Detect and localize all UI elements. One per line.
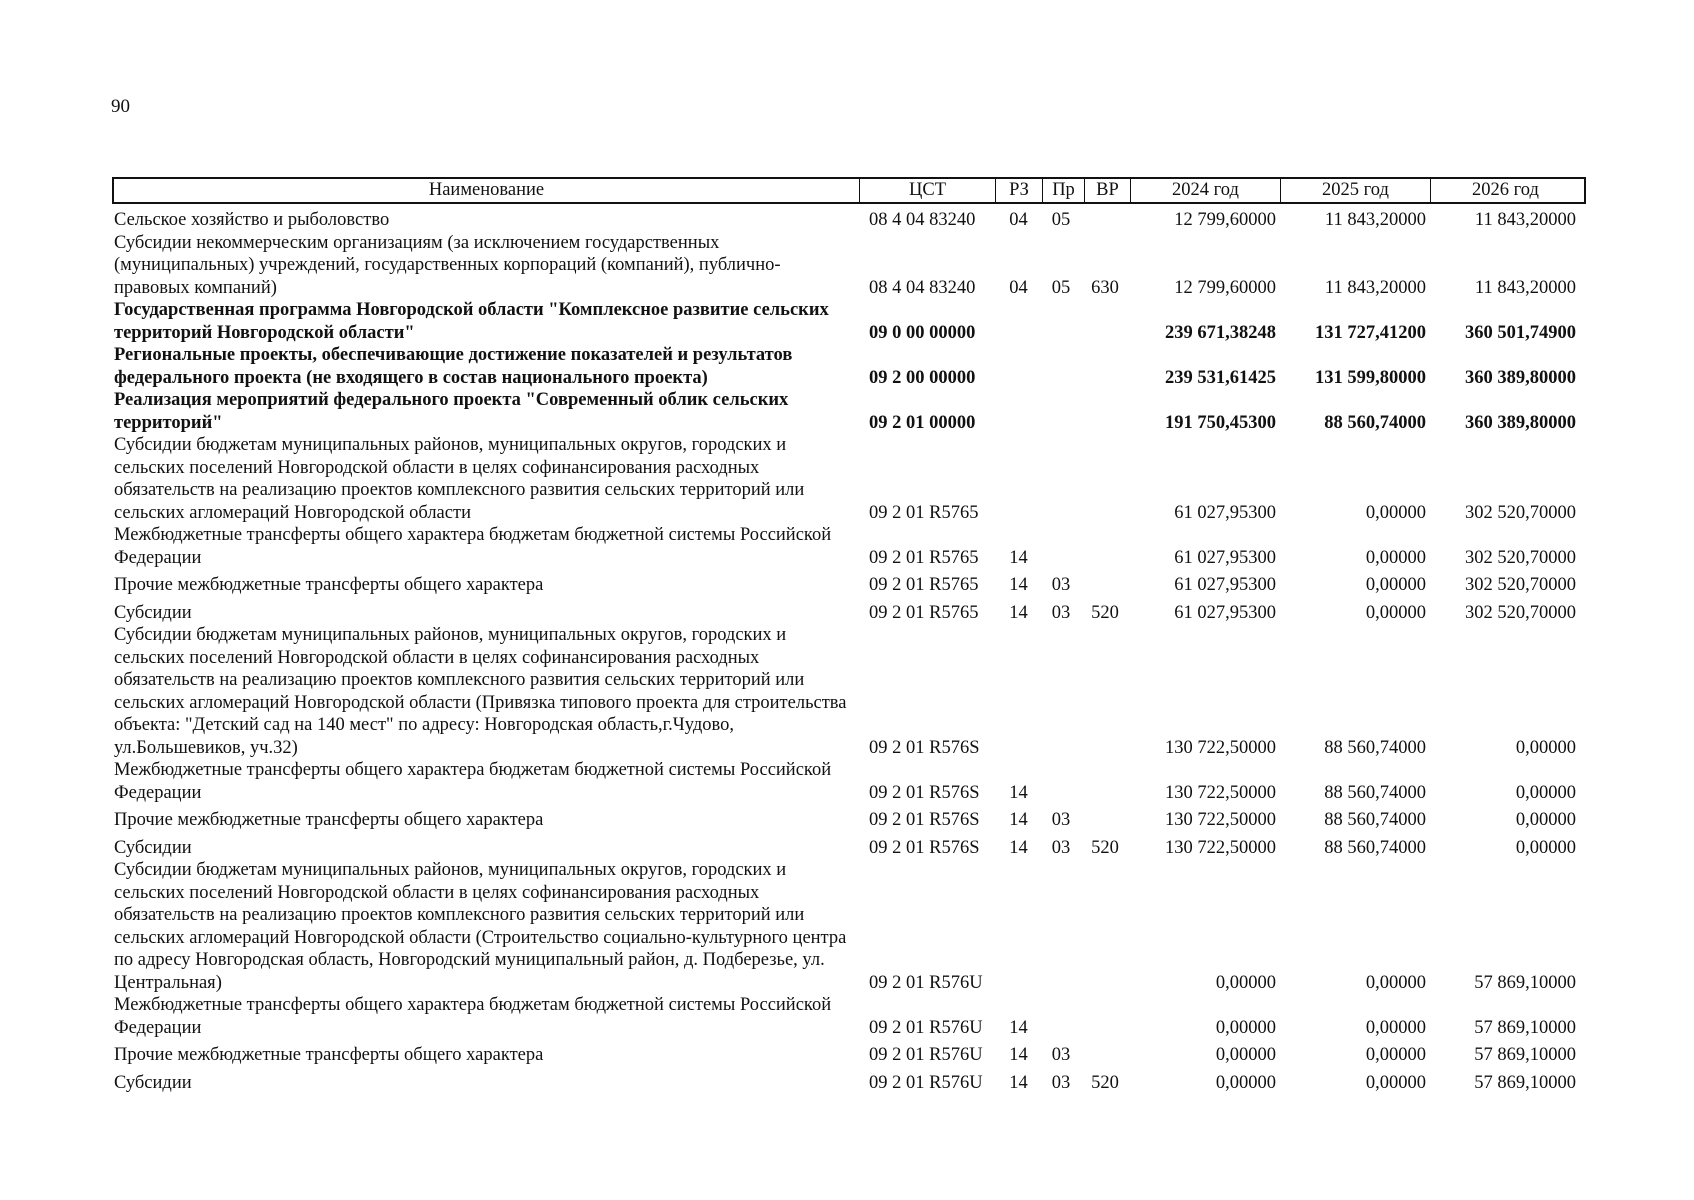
row-vr: 520 bbox=[1091, 837, 1119, 858]
row-rz: 14 bbox=[1009, 782, 1028, 803]
row-2026: 360 389,80000 bbox=[1465, 412, 1576, 433]
table-row bbox=[112, 232, 1586, 300]
row-2025: 88 560,74000 bbox=[1324, 837, 1426, 858]
row-cst: 09 2 01 R576U bbox=[869, 1072, 983, 1093]
row-cst: 09 2 01 R576S bbox=[869, 782, 980, 803]
row-2024: 191 750,45300 bbox=[1165, 412, 1276, 433]
table-row bbox=[112, 759, 1586, 804]
row-2024: 0,00000 bbox=[1215, 1072, 1276, 1093]
row-2024: 12 799,60000 bbox=[1174, 277, 1276, 298]
row-2026: 57 869,10000 bbox=[1474, 972, 1576, 993]
row-2024: 130 722,50000 bbox=[1165, 837, 1276, 858]
row-2026: 302 520,70000 bbox=[1465, 575, 1576, 595]
row-pr: 03 bbox=[1051, 810, 1071, 830]
row-cst: 09 2 01 R576S bbox=[869, 810, 980, 830]
row-2025: 0,00000 bbox=[1365, 972, 1426, 993]
row-pr: 05 bbox=[1051, 210, 1071, 230]
row-2026: 11 843,20000 bbox=[1474, 277, 1576, 298]
row-2026: 302 520,70000 bbox=[1465, 502, 1576, 523]
row-2026: 11 843,20000 bbox=[1474, 210, 1576, 230]
row-2025: 131 727,41200 bbox=[1315, 322, 1426, 343]
row-pr: 03 bbox=[1051, 1072, 1071, 1093]
row-2026: 0,00000 bbox=[1515, 782, 1576, 803]
header-2026: 2026 год bbox=[1430, 179, 1580, 202]
row-pr: 05 bbox=[1051, 277, 1071, 298]
row-name: Субсидии bbox=[114, 602, 192, 623]
row-cst: 09 2 01 R576S bbox=[869, 837, 980, 858]
row-cst: 09 2 01 R5765 bbox=[869, 547, 979, 568]
table-row bbox=[112, 574, 1586, 597]
row-rz: 14 bbox=[1009, 1017, 1028, 1038]
row-2025: 88 560,74000 bbox=[1324, 782, 1426, 803]
row-2026: 360 389,80000 bbox=[1465, 367, 1576, 388]
row-name: Субсидии bbox=[114, 1072, 192, 1093]
row-2025: 11 843,20000 bbox=[1324, 210, 1426, 230]
row-name: Государственная программа Новгородской области "Комплексное развитие сельских территорий Новгородской области" bbox=[114, 300, 829, 343]
row-2026: 57 869,10000 bbox=[1474, 1017, 1576, 1038]
row-2025: 88 560,74000 bbox=[1324, 412, 1426, 433]
row-name: Прочие межбюджетные трансферты общего характера bbox=[114, 1045, 544, 1065]
row-cst: 09 2 01 R576U bbox=[869, 972, 983, 993]
table-row bbox=[112, 994, 1586, 1039]
row-name: Субсидии бюджетам муниципальных районов, муниципальных округов, городских и сельских поселений Новгородской области в целях софинансирования расходных обязательств на реализацию проектов комплексного развития сельских территорий или сельских агломераций Новгородской области (Строительство социально-культурного центра по адресу Новгородская область, Новгородский муниципальный район, д. Подберезье, ул. Центральная) bbox=[114, 860, 847, 993]
row-2024: 61 027,95300 bbox=[1174, 575, 1276, 595]
row-name: Сельское хозяйство и рыболовство bbox=[114, 210, 390, 230]
row-cst: 09 2 01 00000 bbox=[869, 412, 976, 433]
row-name: Межбюджетные трансферты общего характера бюджетам бюджетной системы Российской Федерации bbox=[114, 760, 832, 803]
row-vr: 630 bbox=[1091, 277, 1119, 298]
row-rz: 14 bbox=[1009, 602, 1028, 623]
row-name: Субсидии bbox=[114, 837, 192, 858]
row-cst: 09 2 01 R576U bbox=[869, 1017, 983, 1038]
row-rz: 14 bbox=[1009, 1045, 1028, 1065]
row-vr: 520 bbox=[1091, 1072, 1119, 1093]
row-2025: 0,00000 bbox=[1365, 502, 1426, 523]
table-row bbox=[112, 809, 1586, 832]
row-pr: 03 bbox=[1051, 575, 1071, 595]
table-header bbox=[112, 177, 1586, 204]
header-vr: ВР bbox=[1084, 179, 1130, 202]
row-rz: 14 bbox=[1009, 810, 1028, 830]
row-2026: 360 501,74900 bbox=[1465, 322, 1576, 343]
row-name: Прочие межбюджетные трансферты общего характера bbox=[114, 575, 544, 595]
row-2024: 130 722,50000 bbox=[1165, 810, 1276, 830]
row-2026: 0,00000 bbox=[1515, 737, 1576, 758]
row-2024: 239 671,38248 bbox=[1165, 322, 1276, 343]
row-pr: 03 bbox=[1051, 602, 1071, 623]
row-2025: 0,00000 bbox=[1365, 1072, 1426, 1093]
row-cst: 08 4 04 83240 bbox=[869, 277, 976, 298]
row-2025: 0,00000 bbox=[1365, 547, 1426, 568]
row-2026: 302 520,70000 bbox=[1465, 547, 1576, 568]
row-cst: 09 2 01 R5765 bbox=[869, 502, 979, 523]
header-2025: 2025 год bbox=[1280, 179, 1430, 202]
table-row bbox=[112, 859, 1586, 994]
row-name: Межбюджетные трансферты общего характера бюджетам бюджетной системы Российской Федерации bbox=[114, 995, 832, 1038]
row-rz: 14 bbox=[1009, 547, 1028, 568]
row-cst: 09 2 01 R576U bbox=[869, 1045, 983, 1065]
header-name: Наименование bbox=[428, 180, 545, 200]
table-row bbox=[112, 602, 1586, 625]
table-row bbox=[112, 1044, 1586, 1067]
row-2025: 11 843,20000 bbox=[1324, 277, 1426, 298]
row-2025: 88 560,74000 bbox=[1324, 737, 1426, 758]
row-name: Реализация мероприятий федерального проекта "Современный облик сельских территорий" bbox=[114, 390, 789, 433]
row-2024: 0,00000 bbox=[1215, 972, 1276, 993]
budget-table bbox=[112, 177, 1586, 1094]
table-row bbox=[112, 1072, 1586, 1095]
row-vr: 520 bbox=[1091, 602, 1119, 623]
row-2025: 0,00000 bbox=[1365, 1045, 1426, 1065]
row-cst: 09 2 01 R576S bbox=[869, 737, 980, 758]
table-body bbox=[112, 209, 1586, 1094]
row-cst: 09 2 01 R5765 bbox=[869, 602, 979, 623]
row-2024: 0,00000 bbox=[1215, 1017, 1276, 1038]
table-row bbox=[112, 837, 1586, 860]
page-number: 90 bbox=[111, 96, 130, 117]
row-2026: 0,00000 bbox=[1515, 837, 1576, 858]
table-row bbox=[112, 524, 1586, 569]
row-2024: 61 027,95300 bbox=[1174, 602, 1276, 623]
row-rz: 14 bbox=[1009, 1072, 1028, 1093]
row-cst: 09 2 01 R5765 bbox=[869, 575, 979, 595]
row-name: Межбюджетные трансферты общего характера бюджетам бюджетной системы Российской Федерации bbox=[114, 525, 832, 568]
row-cst: 09 2 00 00000 bbox=[869, 367, 976, 388]
row-cst: 08 4 04 83240 bbox=[869, 210, 976, 230]
row-2025: 131 599,80000 bbox=[1315, 367, 1426, 388]
table-row bbox=[112, 299, 1586, 344]
row-2025: 0,00000 bbox=[1365, 1017, 1426, 1038]
row-2026: 57 869,10000 bbox=[1474, 1045, 1576, 1065]
row-2025: 0,00000 bbox=[1365, 602, 1426, 623]
table-row bbox=[112, 434, 1586, 524]
row-2024: 61 027,95300 bbox=[1174, 547, 1276, 568]
row-cst: 09 0 00 00000 bbox=[869, 322, 976, 343]
row-name: Субсидии некоммерческим организациям (за исключением государственных (муниципальных) учреждений, государственных корпораций (компаний), публично-правовых компаний) bbox=[114, 232, 781, 298]
row-pr: 03 bbox=[1051, 1045, 1071, 1065]
row-2026: 0,00000 bbox=[1515, 810, 1576, 830]
row-rz: 04 bbox=[1009, 277, 1028, 298]
row-2024: 0,00000 bbox=[1215, 1045, 1276, 1065]
row-2024: 130 722,50000 bbox=[1165, 782, 1276, 803]
row-2024: 12 799,60000 bbox=[1174, 210, 1276, 230]
row-rz: 14 bbox=[1009, 837, 1028, 858]
header-2024: 2024 год bbox=[1130, 179, 1280, 202]
row-2026: 302 520,70000 bbox=[1465, 602, 1576, 623]
row-2024: 130 722,50000 bbox=[1165, 737, 1276, 758]
row-2025: 88 560,74000 bbox=[1324, 810, 1426, 830]
header-rz: РЗ bbox=[995, 179, 1042, 202]
row-2024: 239 531,61425 bbox=[1165, 367, 1276, 388]
row-name: Региональные проекты, обеспечивающие достижение показателей и результатов федерального проекта (не входящего в состав национального проекта) bbox=[114, 345, 793, 388]
row-2024: 61 027,95300 bbox=[1174, 502, 1276, 523]
table-row bbox=[112, 624, 1586, 759]
row-rz: 04 bbox=[1009, 210, 1028, 230]
row-name: Субсидии бюджетам муниципальных районов, муниципальных округов, городских и сельских поселений Новгородской области в целях софинансирования расходных обязательств на реализацию проектов комплексного развития сельских территорий или сельских агломераций Новгородской области (Привязка типового проекта для строительства объекта: "Детский сад на 140 мест" по адресу: Новгородская область,г.Чудово, ул.Большевиков, уч.32) bbox=[114, 625, 847, 758]
row-name: Субсидии бюджетам муниципальных районов, муниципальных округов, городских и сельских поселений Новгородской области в целях софинансирования расходных обязательств на реализацию проектов комплексного развития сельских территорий или сельских агломераций Новгородской области bbox=[114, 435, 805, 523]
row-pr: 03 bbox=[1051, 837, 1071, 858]
header-pr: Пр bbox=[1042, 179, 1084, 202]
table-row bbox=[112, 209, 1586, 232]
table-row bbox=[112, 344, 1586, 389]
table-row bbox=[112, 389, 1586, 434]
row-rz: 14 bbox=[1009, 575, 1028, 595]
row-2026: 57 869,10000 bbox=[1474, 1072, 1576, 1093]
row-2025: 0,00000 bbox=[1365, 575, 1426, 595]
row-name: Прочие межбюджетные трансферты общего характера bbox=[114, 810, 544, 830]
header-cst: ЦСТ bbox=[859, 179, 995, 202]
